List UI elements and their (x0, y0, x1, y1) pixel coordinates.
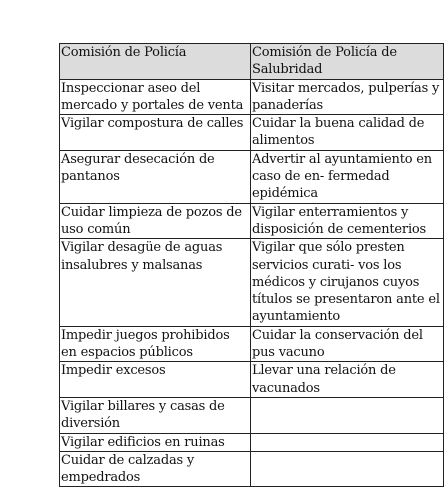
cell-salubridad: Vigilar que sólo presten servicios curati- vos los médicos y cirujanos cuyos títulos se presentaron ante el ayuntamiento (251, 239, 444, 326)
cell-salubridad (251, 397, 444, 433)
table-body (60, 79, 444, 487)
table-row (60, 150, 444, 203)
cell-salubridad: Vigilar enterramientos y disposición de cementerios (251, 203, 444, 239)
cell-salubridad: Visitar mercados, pulperías y panaderías (251, 79, 444, 115)
cell-policia: Inspeccionar aseo del mercado y portales de venta (60, 79, 251, 115)
cell-salubridad: Llevar una relación de vacunados (251, 362, 444, 398)
header-row (60, 44, 444, 80)
cell-policia: Impedir excesos (60, 362, 251, 398)
cell-policia: Asegurar desecación de pantanos (60, 150, 251, 203)
cell-policia: Cuidar de calzadas y empedrados (60, 451, 251, 487)
cell-salubridad: Advertir al ayuntamiento en caso de en- fermedad epidémica (251, 150, 444, 203)
cell-salubridad: Cuidar la conservación del pus vacuno (251, 326, 444, 362)
cell-policia: Impedir juegos prohibidos en espacios públicos (60, 326, 251, 362)
cell-salubridad (251, 451, 444, 487)
cell-policia: Vigilar compostura de calles (60, 115, 251, 151)
cell-salubridad (251, 433, 444, 451)
table-row (60, 79, 444, 115)
table-row (60, 239, 444, 326)
cell-policia: Vigilar edificios en ruinas (60, 433, 251, 451)
table-row (60, 115, 444, 151)
table-row (60, 397, 444, 433)
header-salubridad: Comisión de Policía de Salubridad (251, 44, 444, 80)
table-row (60, 362, 444, 398)
cell-policia: Vigilar desagüe de aguas insalubres y malsanas (60, 239, 251, 326)
table-row (60, 326, 444, 362)
cell-policia: Vigilar billares y casas de diversión (60, 397, 251, 433)
table-row (60, 203, 444, 239)
table-row (60, 433, 444, 451)
cell-policia: Cuidar limpieza de pozos de uso común (60, 203, 251, 239)
table-row (60, 451, 444, 487)
commission-table (59, 43, 444, 487)
header-policia: Comisión de Policía (60, 44, 251, 80)
cell-salubridad: Cuidar la buena calidad de alimentos (251, 115, 444, 151)
table-header (60, 44, 444, 80)
